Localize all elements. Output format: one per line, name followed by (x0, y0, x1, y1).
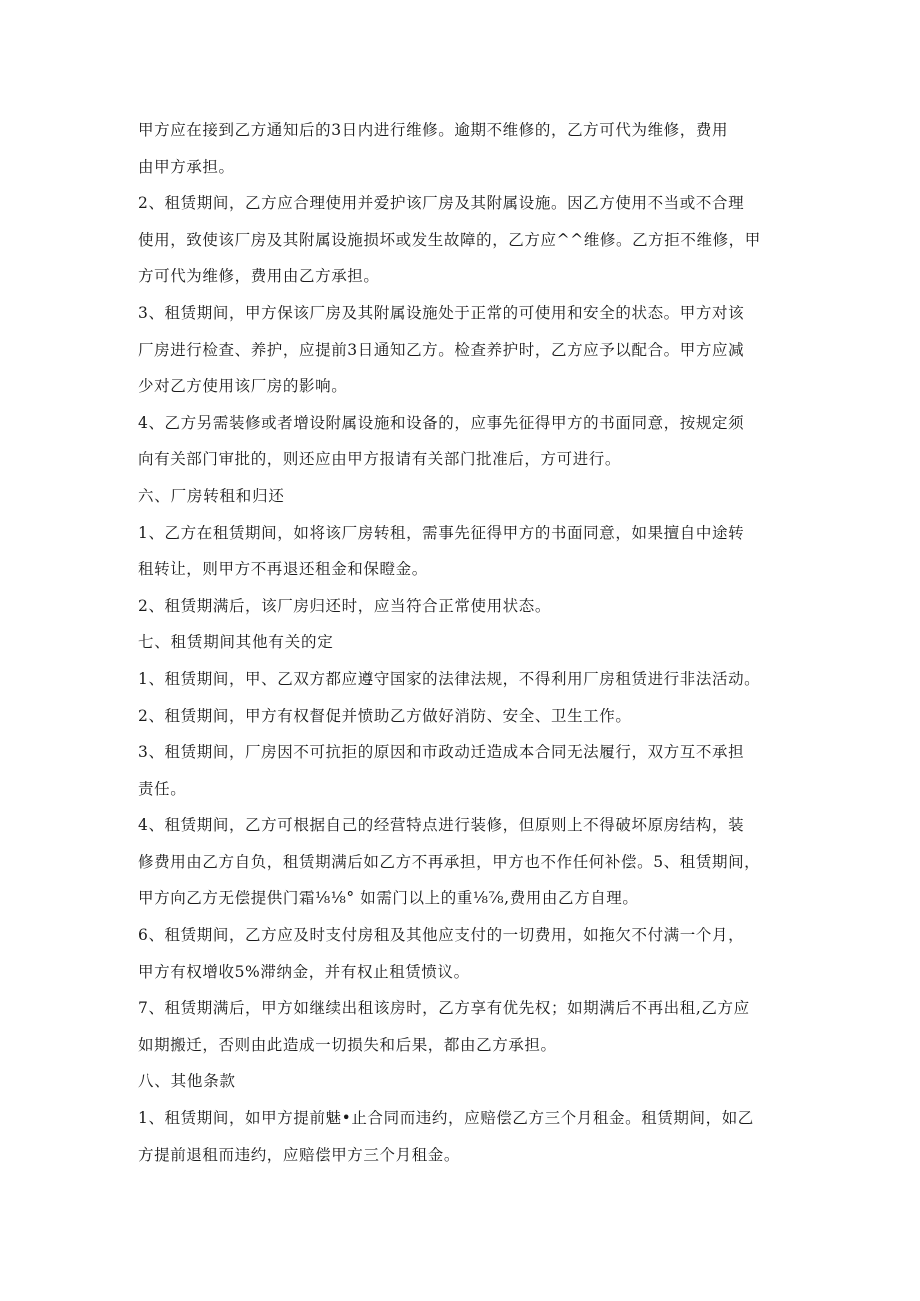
text-line: 少对乙方使用该厂房的影响。 (138, 377, 348, 396)
document-body (138, 116, 798, 1177)
section-heading-6: 六、厂房转租和归还 (138, 486, 285, 505)
section-heading-7: 七、租赁期间其他有关的定 (138, 633, 334, 652)
section-heading-8: 八、其他条款 (138, 1072, 236, 1091)
text-line: 3、租赁期间，厂房因不可抗拒的原因和市政动迁造成本合同无法履行，双方互不承担 (138, 743, 745, 762)
text-line: 如期搬迁，否则由此造成一切损失和后果，都由乙方承担。 (138, 1035, 557, 1054)
text-line: 方可代为维修，费用由乙方承担。 (138, 267, 380, 286)
text-line: 6、租赁期间，乙方应及时支付房租及其他应支付的一切费用，如拖欠不付满一个月， (138, 926, 745, 945)
text-line: 修费用由乙方自负，租赁期满后如乙方不再承担，甲方也不作任何补偿。5、租赁期间， (138, 852, 761, 871)
text-line: 1、租赁期间，如甲方提前魅•止合同而违约，应赔偿乙方三个月租金。租赁期间，如乙 (138, 1109, 754, 1128)
text-line: 2、租赁期间，甲方有权督促并愤助乙方做好消防、安全、卫生工作。 (138, 706, 632, 725)
text-line: 7、租赁期满后，甲方如继续出租该房时，乙方享有优先权；如期满后不再出租,乙方应 (138, 999, 750, 1018)
text-line: 4、乙方另需装修或者增设附属设施和设备的，应事先征得甲方的书面同意，按规定须 (138, 413, 745, 432)
text-line: 1、租赁期间，甲、乙双方都应遵守国家的法律法规，不得利用厂房租赁进行非法活动。 (138, 669, 761, 688)
text-line: 甲方向乙方无偿提供门霜⅛⅛° 如需门以上的重⅛⅞,费用由乙方自理。 (138, 889, 639, 908)
text-line: 厂房进行检查、养护，应提前3日通知乙方。检查养护时，乙方应予以配合。甲方应减 (138, 340, 745, 359)
text-line: 1、乙方在租赁期间，如将该厂房转租，需事先征得甲方的书面同意，如果擅自中途转 (138, 523, 745, 542)
text-line: 租转让，则甲方不再退还租金和保瞪金。 (138, 560, 428, 579)
text-line: 甲方有权增收5%滞纳金，并有权止租赁愤议。 (138, 962, 470, 981)
text-line: 3、租赁期间，甲方保该厂房及其附属设施处于正常的可使用和安全的状态。甲方对该 (138, 303, 745, 322)
text-line: 甲方应在接到乙方通知后的3日内进行维修。逾期不维修的，乙方可代为维修，费用 (138, 121, 729, 139)
text-line: 向有关部门审批的，则还应由甲方报请有关部门批准后，方可进行。 (138, 450, 622, 469)
text-line: 2、租赁期间，乙方应合理使用并爱护该厂房及其附属设施。因乙方使用不当或不合理 (138, 194, 745, 213)
text-line: 责任。 (138, 779, 187, 798)
text-line: 由甲方承担。 (138, 157, 235, 176)
text-line: 4、租赁期间，乙方可根据自己的经营特点进行装修，但原则上不得破坏原房结构，装 (138, 816, 745, 835)
text-line: 2、租赁期满后，该厂房归还时，应当符合正常使用状态。 (138, 596, 551, 615)
text-line: 方提前退租而违约，应赔偿甲方三个月租金。 (138, 1145, 461, 1164)
text-line: 使用，致使该厂房及其附属设施损坏或发生故障的，乙方应^^维修。乙方拒不维修，甲 (138, 230, 761, 249)
